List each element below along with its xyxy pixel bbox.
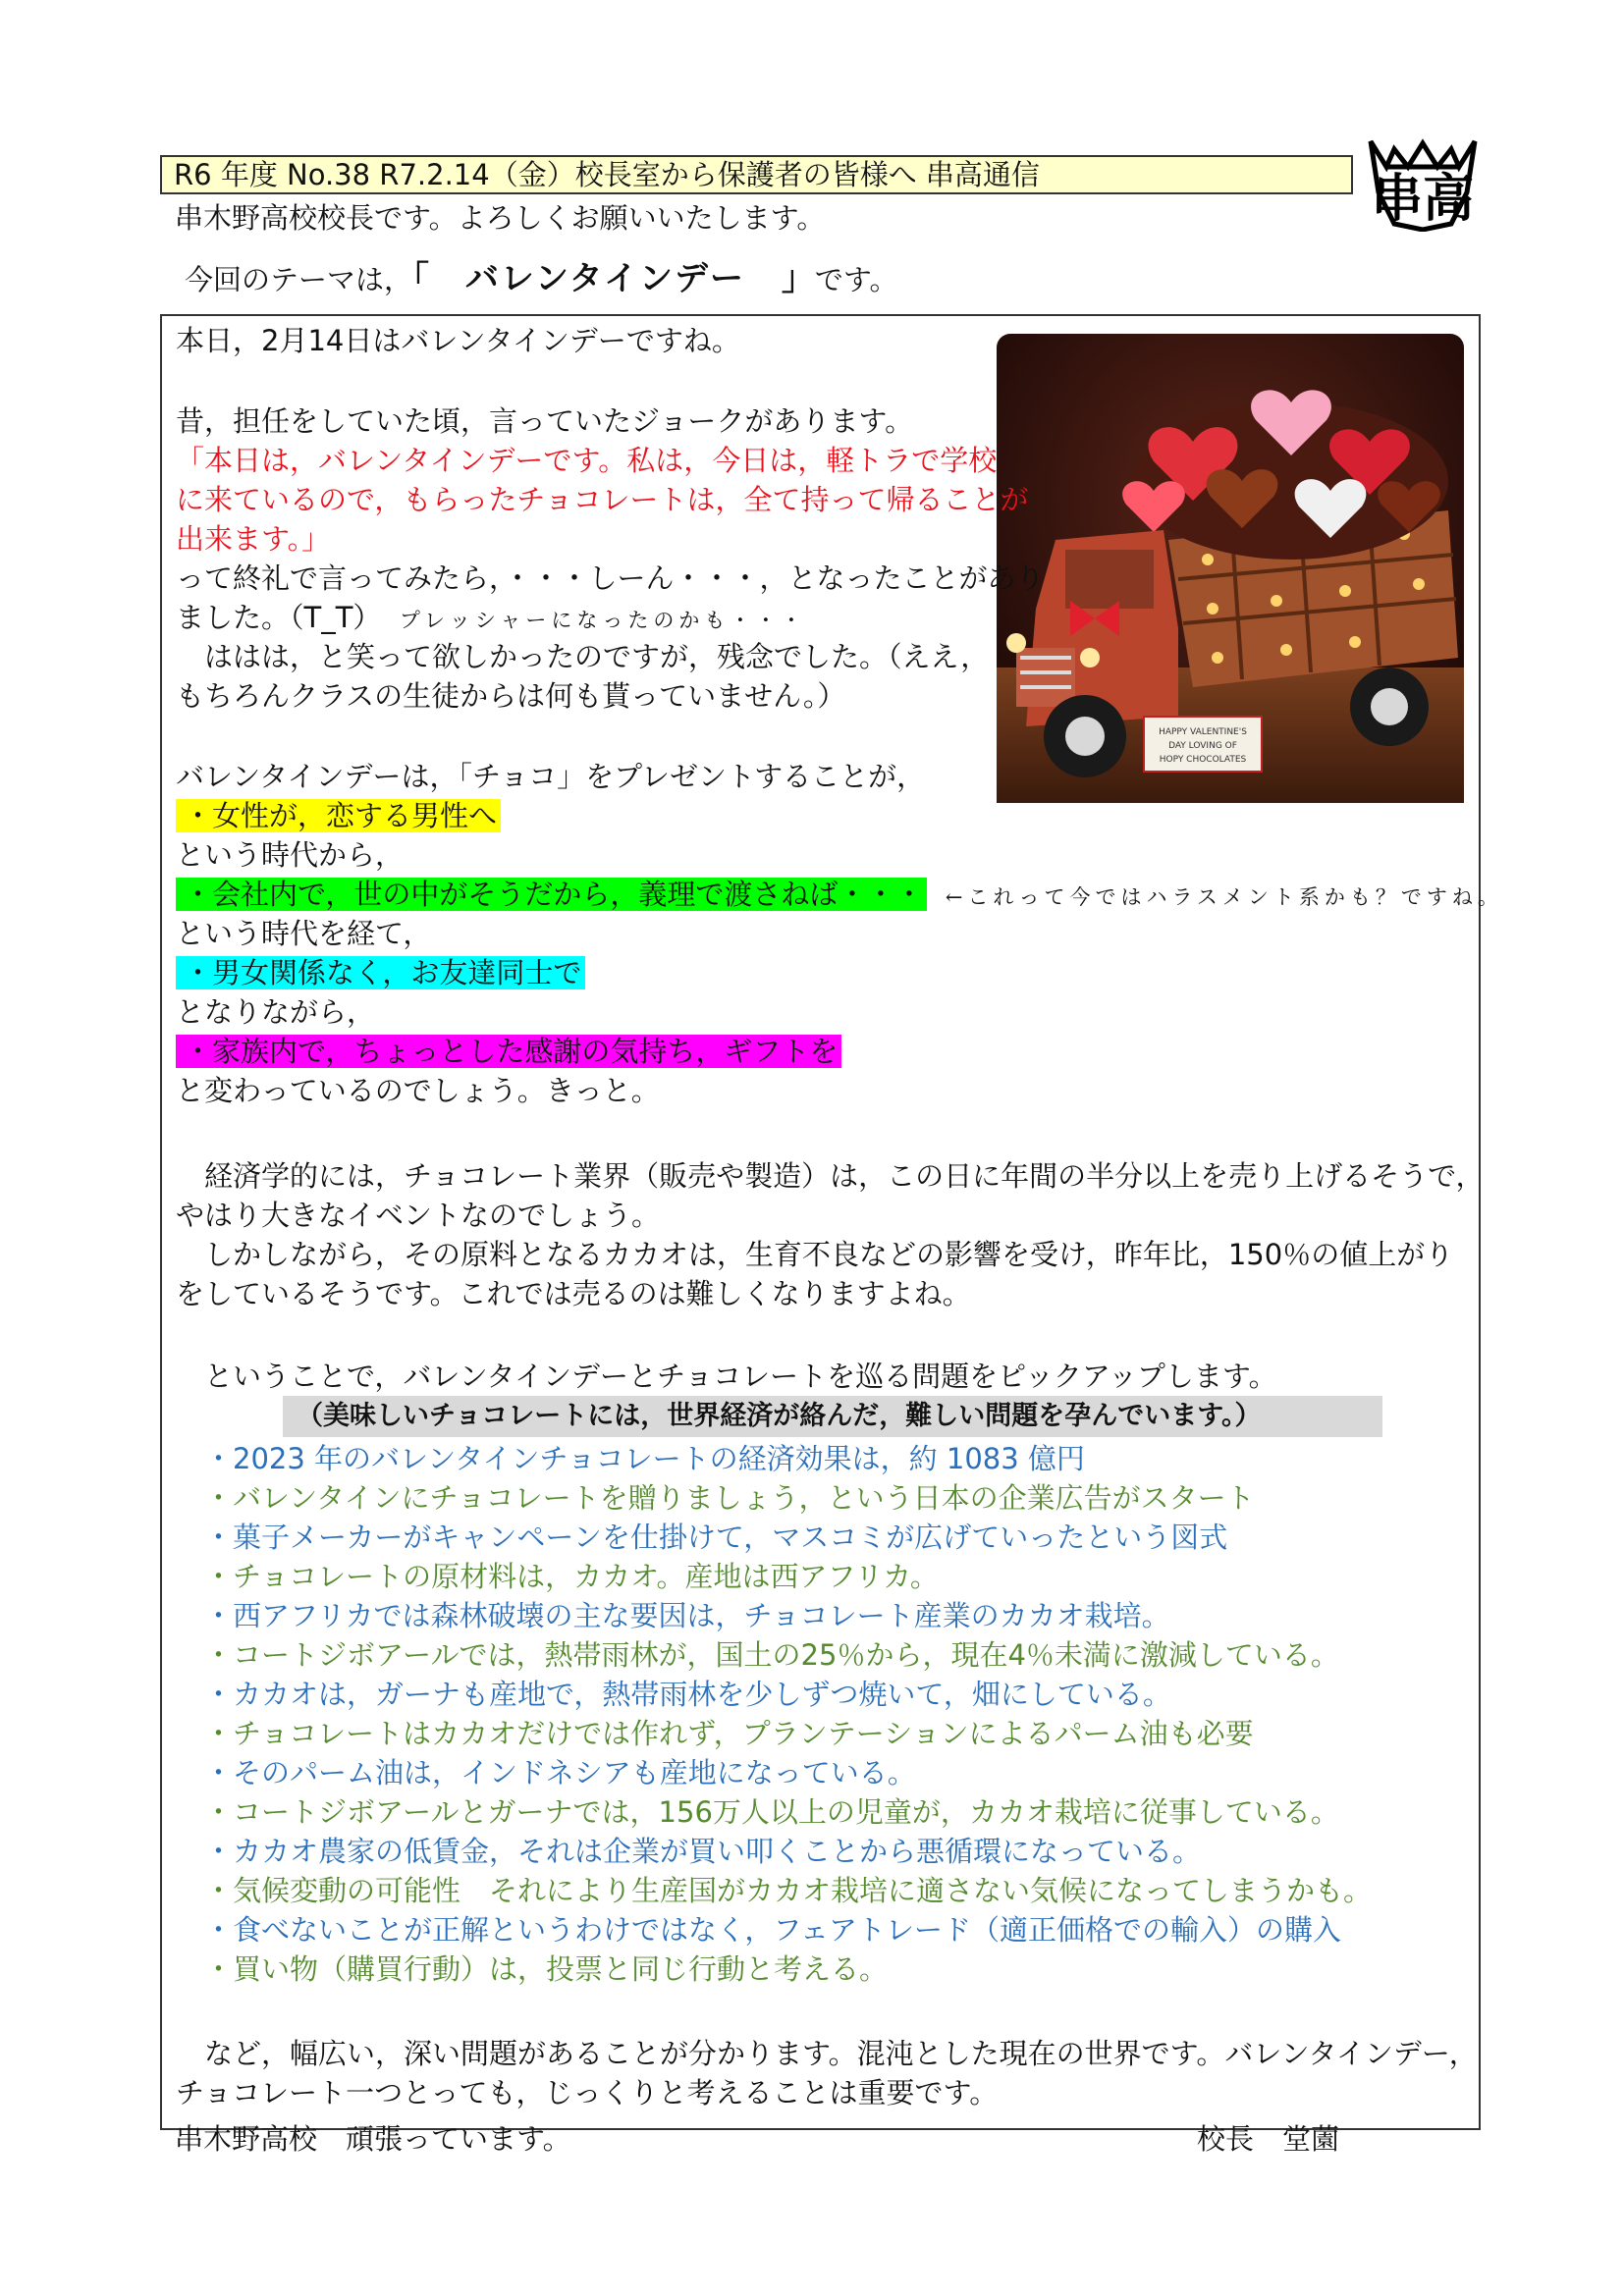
issue-item: ・菓子メーカーがキャンペーンを仕掛けて，マスコミが広げていったという図式	[204, 1521, 1228, 1554]
paragraph-reaction-2	[176, 598, 806, 640]
paragraph-laugh-2: もちろんクラスの生徒からは何も貰っていません。）	[176, 679, 846, 713]
reaction-text: ました。（T_T）	[176, 601, 382, 634]
issue-item: ・バレンタインにチョコレートを贈りましょう，という日本の企業広告がスタート	[204, 1481, 1255, 1515]
issue-item: ・そのパーム油は，インドネシアも産地になっている。	[204, 1756, 916, 1789]
svg-text:DAY LOVING OF: DAY LOVING OF	[1168, 741, 1237, 751]
theme-title: バレンタインデー	[464, 259, 745, 298]
era-connector-4: と変わっているのでしょう。きっと。	[176, 1074, 660, 1107]
issue-item: ・カカオは，ガーナも産地で，熱帯雨林を少しずつ焼いて，畑にしている。	[204, 1678, 1171, 1711]
issues-subheading: （美味しいチョコレートには，世界経済が絡んだ，難しい問題を孕んでいます。）	[283, 1396, 1382, 1437]
joke-quote-line-3: 出来ます。」	[176, 522, 331, 556]
era-item-1	[176, 796, 501, 835]
issue-item: ・コートジボアールでは，熱帯雨林が，国土の25％から，現在4％未満に激減している。	[204, 1638, 1339, 1672]
economics-paragraph-1a: 経済学的には，チョコレート業界（販売や製造）は，この日に年間の半分以上を売り上げるそうで，	[176, 1159, 1485, 1193]
era-highlight-3: ・男女関係なく，お友達同士で	[176, 956, 585, 989]
issue-item: ・2023 年のバレンタインチョコレートの経済効果は，約 1083 億円	[204, 1442, 1085, 1475]
school-emblem-logo	[1365, 137, 1481, 232]
paragraph-laugh-1: ははは，と笑って欲しかったのですが，残念でした。（ええ，	[176, 640, 990, 673]
newsletter-header: R6 年度 No.38 R7.2.14（金）校長室から保護者の皆様へ 串高通信	[160, 155, 1353, 194]
issue-item: ・チョコレートの原材料は，カカオ。産地は西アフリカ。	[204, 1560, 939, 1593]
paragraph-history: バレンタインデーは，「チョコ」をプレゼントすることが，	[176, 760, 926, 793]
era-connector-1: という時代から，	[176, 838, 405, 872]
era-connector-2: という時代を経て，	[176, 917, 432, 950]
era-connector-3: となりながら，	[176, 995, 376, 1029]
issue-item: ・食べないことが正解というわけではなく，フェアトレード（適正価格での輸入）の購入	[204, 1913, 1341, 1947]
issue-item: ・買い物（購買行動）は，投票と同じ行動と考える。	[204, 1952, 889, 1986]
paragraph-joke-intro: 昔，担任をしていた頃，言っていたジョークがあります。	[176, 404, 914, 438]
economics-paragraph-1b: やはり大きなイベントなのでしょう。	[176, 1199, 661, 1232]
issue-item: ・西アフリカでは森林破壊の主な要因は，チョコレート産業のカカオ栽培。	[204, 1599, 1170, 1632]
footer-school-message: 串木野高校 頑張っています。	[175, 2122, 571, 2156]
era-item-2	[176, 875, 1503, 917]
closing-paragraph-1: など，幅広い，深い問題があることが分かります。混沌とした現在の世界です。バレンタインデー，	[176, 2037, 1478, 2070]
joke-quote-line-1: 「本日は，バレンタインデーです。私は，今日は，軽トラで学校	[176, 444, 998, 477]
paragraph-reaction-1: って終礼で言ってみたら，・・・しーん・・・，となったことがあり	[176, 561, 1045, 595]
issue-item: ・気候変動の可能性 それにより生産国がカカオ栽培に適さない気候になってしまうかも。	[204, 1874, 1373, 1907]
joke-quote-line-2: に来ているので，もらったチョコレートは，全て持って帰ることが	[176, 483, 1029, 516]
theme-prefix: 今回のテーマは，	[185, 263, 413, 296]
theme-suffix: です。	[814, 263, 898, 296]
era-item-4	[176, 1032, 841, 1071]
era-highlight-4: ・家族内で，ちょっとした感謝の気持ち，ギフトを	[176, 1035, 841, 1068]
valentine-truck-photo	[997, 334, 1464, 803]
economics-paragraph-2a: しかしながら，その原料となるカカオは，生育不良などの影響を受け，昨年比，150％の値上がり	[176, 1238, 1454, 1271]
issue-item: ・チョコレートはカカオだけでは作れず，プランテーションによるパーム油も必要	[204, 1717, 1254, 1750]
theme-open-bracket: 「	[412, 259, 430, 298]
issue-item: ・コートジボアールとガーナでは，156万人以上の児童が，カカオ栽培に従事している。	[204, 1795, 1339, 1829]
handwritten-note-pressure: プレッシャーになったのかも・・・	[399, 609, 807, 632]
theme-close-bracket: 」	[781, 259, 815, 298]
era-item-3	[176, 953, 585, 992]
era-highlight-2: ・会社内で，世の中がそうだから，義理で渡さねば・・・	[176, 878, 927, 911]
svg-text:HOPY CHOCOLATES: HOPY CHOCOLATES	[1159, 755, 1247, 765]
pickup-intro: ということで，バレンタインデーとチョコレートを巡る問題をピックアップします。	[176, 1360, 1277, 1393]
svg-text:串高: 串高	[1371, 169, 1475, 229]
theme-line	[185, 257, 898, 301]
svg-text:HAPPY VALENTINE'S: HAPPY VALENTINE'S	[1159, 727, 1247, 737]
footer-principal-signature: 校長 堂薗	[1197, 2122, 1340, 2156]
issue-item: ・カカオ農家の低賃金，それは企業が買い叩くことから悪循環になっている。	[204, 1835, 1202, 1868]
paragraph-date: 本日，2月14日はバレンタインデーですね。	[176, 324, 740, 357]
economics-paragraph-2b: をしているそうです。これでは売るのは難しくなりますよね。	[176, 1277, 971, 1310]
era-highlight-1: ・女性が，恋する男性へ	[176, 799, 501, 832]
handwritten-note-harassment: ←これって今ではハラスメント系かも？ですね。	[945, 885, 1503, 909]
intro-line: 串木野高校校長です。よろしくお願いいたします。	[175, 201, 826, 235]
closing-paragraph-2: チョコレート一つとっても，じっくりと考えることは重要です。	[176, 2076, 999, 2109]
